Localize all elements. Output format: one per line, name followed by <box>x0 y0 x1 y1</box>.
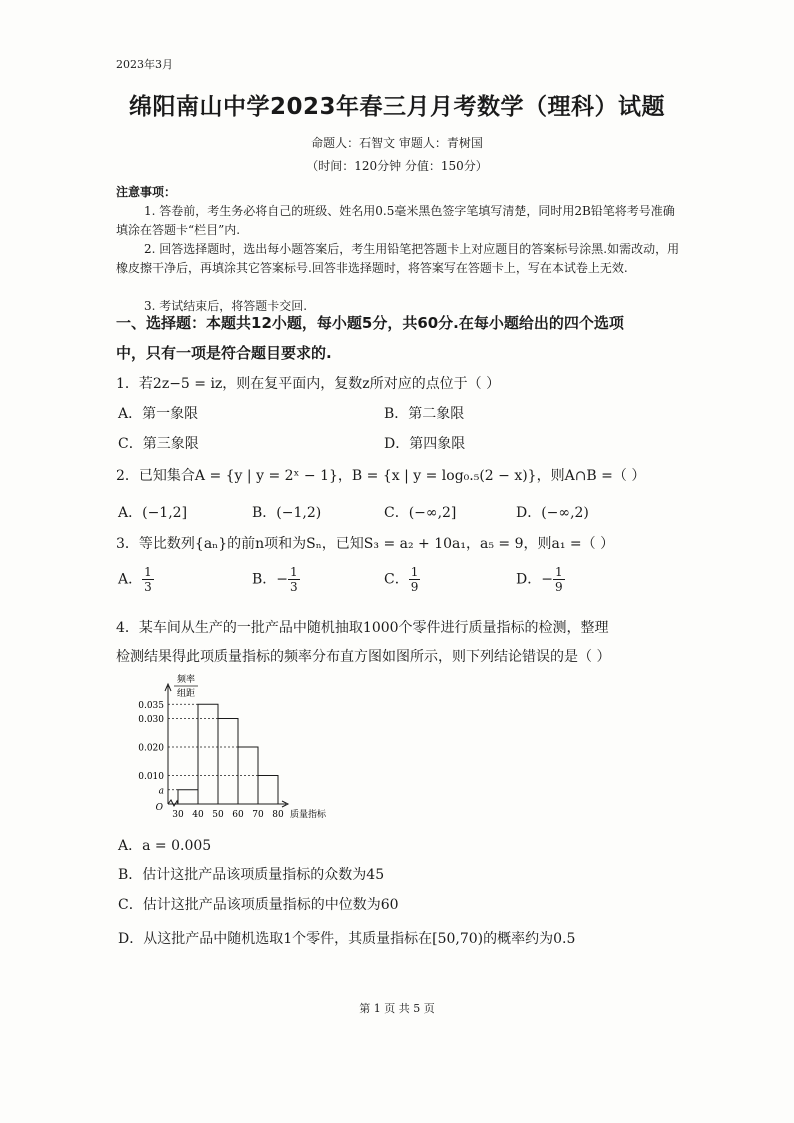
question-2-option-b: B．(−1,2) <box>252 505 322 521</box>
histogram-bar <box>178 790 198 804</box>
question-3-option-b <box>252 565 300 594</box>
authors-line: 命题人：石智文 审题人：青树国 <box>311 136 483 150</box>
fraction <box>142 565 154 594</box>
y-axis-label-bottom: 组距 <box>176 689 196 699</box>
page-footer: 第 1 页 共 5 页 <box>359 1002 435 1015</box>
question-3-option-c <box>384 565 420 594</box>
timing-line: （时间：120分钟 分值：150分） <box>306 159 488 173</box>
question-4-stem-line2: 检测结果得此项质量指标的频率分布直方图如图所示，则下列结论错误的是（ ） <box>116 649 611 665</box>
note-item-3: 3. 考试结束后，将答题卡交回. <box>144 299 308 313</box>
fraction-numerator: 1 <box>144 565 152 579</box>
fraction <box>553 565 565 594</box>
section-heading-line1: 一、选择题：本题共12小题，每小题5分，共60分.在每小题给出的四个选项 <box>116 314 624 332</box>
x-tick-label: 80 <box>272 810 284 820</box>
question-3-option-a <box>118 565 154 594</box>
fraction-numerator: 1 <box>554 565 563 579</box>
fraction-numerator: 1 <box>410 565 419 579</box>
question-3-stem: 3．等比数列{aₙ}的前n项和为Sₙ，已知S₃ = a₂ + 10a₁，a₅ = 9，则a₁ =（ ） <box>116 536 615 552</box>
question-4-option-b: B．估计这批产品该项质量指标的众数为45 <box>118 867 385 883</box>
question-2-option-d: D．(−∞,2) <box>516 505 589 521</box>
note-item-2: 2. 回答选择题时，选出每小题答案后，考生用铅笔把答题卡上对应题目的答案标号涂黑.如需改动，用橡皮擦干净后，再填涂其它答案标号.回答非选择题时，将答案写在答题卡上，写在本试卷上无效. <box>116 242 680 275</box>
x-tick-label: 50 <box>212 810 224 820</box>
option-sign: − <box>541 571 553 588</box>
question-4-stem-line1: 4．某车间从生产的一批产品中随机抽取1000个零件进行质量指标的检测，整理 <box>116 620 609 636</box>
fraction <box>409 565 421 594</box>
y-axis-label-top: 频率 <box>176 675 196 685</box>
fraction-denominator: 3 <box>290 580 298 594</box>
fraction-denominator: 9 <box>554 580 563 594</box>
y-tick-label: 0.035 <box>138 700 164 711</box>
x-tick-label: 70 <box>252 810 264 820</box>
y-tick-label: 0.020 <box>138 743 164 754</box>
question-1-stem: 1．若2z−5 = iz，则在复平面内，复数z所对应的点位于（ ） <box>116 376 501 392</box>
notes-title: 注意事项： <box>116 185 177 199</box>
question-1-option-a: A．第一象限 <box>118 406 199 422</box>
question-3-option-d <box>516 565 565 594</box>
fraction <box>288 565 300 594</box>
frequency-histogram <box>120 672 360 822</box>
page-title: 绵阳南山中学2023年春三月月考数学（理科）试题 <box>128 94 665 120</box>
histogram-bar <box>218 719 238 805</box>
question-4-option-c: C．估计这批产品该项质量指标的中位数为60 <box>118 897 399 913</box>
x-axis-label: 质量指标 <box>290 810 327 820</box>
axis-break <box>168 800 178 806</box>
question-2-stem: 2．已知集合A = {y | y = 2ˣ − 1}，B = {x | y = log₀.₅(2 − x)}，则A∩B =（ ） <box>116 468 646 484</box>
histogram-bar <box>198 704 218 804</box>
fraction-numerator: 1 <box>290 565 298 579</box>
y-tick-label: 0.010 <box>138 772 164 782</box>
y-tick-label: 0.030 <box>138 715 164 725</box>
question-1-option-c: C．第三象限 <box>118 436 199 452</box>
option-letter: A． <box>118 571 143 588</box>
x-tick-label: 60 <box>232 810 244 820</box>
question-4-option-d: D．从这批产品中随机选取1个零件，其质量指标在[50,70)的概率约为0.5 <box>118 931 576 947</box>
question-1-option-b: B．第二象限 <box>384 406 465 422</box>
exam-date: 2023年3月 <box>116 58 173 71</box>
fraction-denominator: 9 <box>410 580 419 594</box>
x-tick-label: 30 <box>172 810 184 820</box>
question-4-option-a: A．a = 0.005 <box>118 838 212 854</box>
fraction-denominator: 3 <box>144 580 152 594</box>
option-letter: C． <box>384 571 409 588</box>
option-letter: B． <box>252 571 277 588</box>
option-letter: D． <box>516 571 542 588</box>
note-item-1: 1. 答卷前，考生务必将自己的班级、姓名用0.5毫米黑色签字笔填写清楚，同时用2B铅笔将考号准确填涂在答题卡“栏目”内. <box>116 204 675 237</box>
question-2-option-a: A．(−1,2] <box>118 505 188 521</box>
question-2-option-c: C．(−∞,2] <box>384 505 457 521</box>
histogram-bar <box>258 776 278 805</box>
origin-label: O <box>155 803 163 813</box>
x-tick-label: 40 <box>192 810 204 820</box>
y-tick-label: a <box>158 786 164 797</box>
option-sign: − <box>276 571 289 588</box>
question-1-option-d: D．第四象限 <box>384 436 466 452</box>
section-heading-line2: 中，只有一项是符合题目要求的. <box>116 344 332 362</box>
